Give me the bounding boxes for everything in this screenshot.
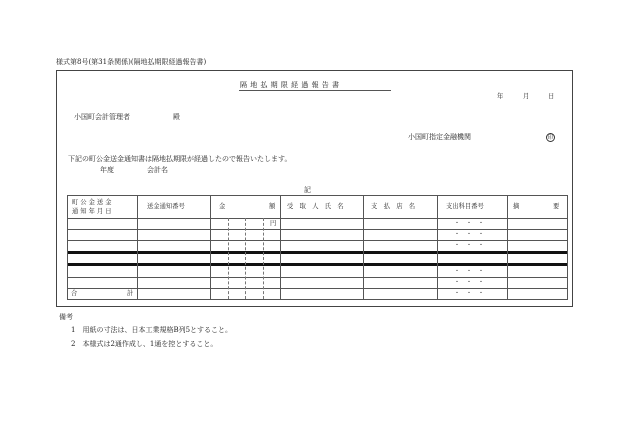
col-line (363, 195, 364, 300)
row-line (67, 229, 568, 230)
fiscal-year-label: 年度 (100, 166, 114, 174)
note-item: 1 用紙の寸法は、日本工業規格B列5とすること。 (71, 326, 233, 334)
record-label: 記 (304, 186, 311, 194)
header-expense-code: 支出科目番号 (446, 203, 484, 210)
form-number: 様式第8号(第31条関係)(隔地払期限経過報告書) (56, 58, 207, 66)
row-line (67, 240, 568, 241)
header-amount-right: 額 (269, 203, 276, 210)
total-label-right: 計 (127, 290, 134, 297)
date-year: 年 (497, 93, 504, 100)
table-top-line (67, 195, 568, 196)
table-header-bottom-line (67, 218, 568, 219)
total-label-left: 合 (71, 290, 78, 297)
section-divider-line (67, 251, 568, 254)
amount-digit-separator (263, 218, 264, 299)
header-remarks-right: 要 (553, 203, 560, 210)
header-remarks-left: 摘 (513, 203, 520, 210)
expense-code-dots: ・・・ (454, 268, 491, 275)
col-line (210, 195, 211, 300)
col-line (567, 195, 568, 300)
section-divider-line (67, 263, 568, 266)
col-line (137, 195, 138, 300)
header-notice-date-line2: 通 知 年 月 日 (72, 208, 112, 215)
header-paying-branch: 支 払 店 名 (371, 203, 416, 210)
seal-icon: 印 (547, 135, 554, 141)
col-line (437, 195, 438, 300)
currency-unit: 円 (270, 220, 277, 227)
col-line (67, 195, 68, 300)
expense-code-dots: ・・・ (454, 242, 491, 249)
report-statement: 下記の町公金送金通知書は隔地払期限が経過したので報告いたします。 (68, 155, 292, 163)
table-bottom-line (67, 299, 568, 300)
col-line (280, 195, 281, 300)
date-month: 月 (523, 93, 530, 100)
addressee-name: 小国町会計管理者 (74, 113, 130, 121)
expense-code-dots: ・・・ (454, 290, 491, 297)
expense-code-dots: ・・・ (454, 220, 491, 227)
sender-name: 小国町指定金融機関 (408, 133, 471, 141)
form-title: 隔 地 払 期 限 経 過 報 告 書 (240, 81, 340, 89)
header-amount-left: 金 (219, 203, 226, 210)
account-label: 会計名 (147, 166, 168, 174)
amount-digit-separator (228, 218, 229, 299)
header-notice-date-line1: 町 公 金 送 金 (72, 199, 112, 206)
amount-digit-separator (245, 218, 246, 299)
notes-heading: 備考 (59, 313, 73, 321)
expense-code-dots: ・・・ (454, 279, 491, 286)
note-item: 2 本様式は2通作成し、1通を控とすること。 (71, 340, 218, 348)
addressee-honorific: 殿 (173, 113, 180, 121)
header-notice-number: 送金通知番号 (147, 203, 185, 210)
date-day: 日 (548, 93, 555, 100)
row-line (67, 288, 568, 289)
row-line (67, 277, 568, 278)
col-line (507, 195, 508, 300)
header-recipient: 受 取 人 氏 名 (287, 203, 344, 210)
report-form (56, 70, 573, 307)
title-underline (239, 90, 391, 91)
expense-code-dots: ・・・ (454, 231, 491, 238)
